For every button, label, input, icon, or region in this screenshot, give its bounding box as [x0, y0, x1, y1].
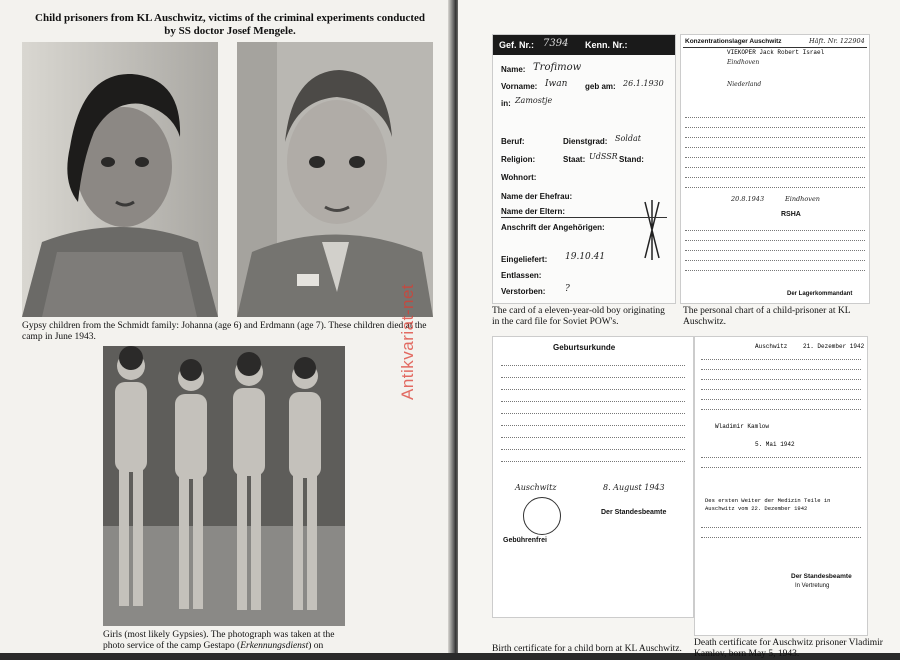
death-cert-date: 21. Dezember 1942: [803, 343, 865, 350]
verstorben-label: Verstorben:: [501, 287, 546, 296]
death-cert-place: Auschwitz: [755, 343, 788, 350]
verstorben-value: ?: [565, 284, 570, 294]
name-value: Trofimow: [533, 62, 582, 73]
photo-boy-erdmann: [237, 42, 433, 317]
geb-label: geb am:: [585, 82, 616, 91]
kenn-nr-label: Kenn. Nr.:: [585, 40, 628, 50]
photo-four-girls: [103, 346, 345, 626]
birth-certificate: [492, 336, 694, 618]
cross-out-mark: [643, 200, 661, 260]
kl-chart-footer: Der Lagerkommandant: [787, 291, 853, 297]
staat-value: UdSSR: [589, 152, 618, 161]
eltern-label: Name der Eltern:: [501, 207, 566, 216]
pow-card: [492, 34, 676, 304]
death-cert-name: Wladimir Kamlow: [715, 423, 770, 430]
birth-cert-town: Auschwitz: [515, 483, 557, 492]
kl-chart-nation: Niederland: [727, 81, 762, 88]
kl-chart-title: Konzentrationslager Auschwitz: [685, 38, 782, 45]
death-certificate: [694, 336, 868, 636]
kl-chart-number: Häft. Nr. 122904: [809, 37, 865, 45]
kl-chart-name: VIEKOPER Jack Robert Israel: [727, 49, 825, 56]
birth-cert-title: Geburtsurkunde: [553, 343, 616, 352]
death-cert-born: 5. Mai 1942: [755, 441, 795, 448]
geb-value: 26.1.1930: [623, 79, 664, 88]
in-label: in:: [501, 99, 511, 108]
page-heading: Child prisoners from KL Auschwitz, victims of the criminal experiments conducted by SS doctor Josef Mengele.: [35, 12, 425, 37]
death-cert-cause: Des ersten Weiter der Medizin Teile in Auschwitz vom 22. Dezember 1942: [705, 497, 831, 512]
left-page: [0, 0, 452, 653]
staat-label: Staat:: [563, 155, 586, 164]
wohnort-label: Wohnort:: [501, 173, 537, 182]
in-value: Zamostje: [515, 96, 553, 105]
eingeliefert-label: Eingeliefert:: [501, 255, 548, 264]
birth-cert-signature-label: Der Standesbeamte: [601, 509, 667, 516]
beruf-label: Beruf:: [501, 137, 525, 146]
anschrift-label: Anschrift der Angehörigen:: [501, 223, 605, 232]
vorname-label: Vorname:: [501, 82, 538, 91]
vorname-value: Iwan: [545, 79, 568, 89]
caption-birth-cert: Birth certificate for a child born at KL Auschwitz.: [492, 644, 682, 654]
birth-cert-date: 8. August 1943: [603, 483, 665, 492]
caption-death-cert: Death certificate for Auschwitz prisoner Vladimir Kamlov, born May 5, 1943.: [694, 638, 883, 659]
caption-four-girls: Girls (most likely Gypsies). The photograph was taken at the photo service of the camp Gestapo (Erkennungsdienst) on: [103, 630, 335, 651]
entlassen-label: Entlassen:: [501, 271, 542, 280]
right-page: [458, 0, 900, 659]
kl-chart-date: 20.8.1943: [731, 195, 765, 203]
death-cert-signature-sub: In Vertretung: [795, 583, 830, 589]
photo-girl-johanna: [22, 42, 218, 317]
eingeliefert-value: 19.10.41: [565, 252, 606, 262]
birth-cert-fee: Gebührenfrei: [503, 537, 547, 544]
watermark-text: Antikvariat-net: [398, 283, 417, 400]
dienstgrad-label: Dienstgrad:: [563, 137, 608, 146]
kl-chart-place2: Eindhoven: [785, 195, 820, 203]
ehefrau-label: Name der Ehefrau:: [501, 192, 573, 201]
kl-chart-place: Eindhoven: [727, 59, 760, 66]
kl-chart-rsha: RSHA: [781, 211, 801, 218]
religion-label: Religion:: [501, 155, 536, 164]
kl-personal-chart: [680, 34, 870, 304]
caption-pow-card: The card of a eleven-year-old boy originating in the card file for Soviet POW's.: [492, 306, 665, 327]
death-cert-signature-label: Der Standesbeamte: [791, 573, 852, 580]
gef-nr-value: 7394: [543, 38, 569, 49]
stand-label: Stand:: [619, 155, 644, 164]
caption-schmidt-children: Gypsy children from the Schmidt family: Johanna (age 6) and Erdmann (age 7). These children died at the camp in June 1943.: [22, 321, 427, 342]
birth-cert-stamp: [523, 497, 561, 535]
caption-kl-chart: The personal chart of a child-prisoner at KL Auschwitz.: [683, 306, 851, 327]
name-label: Name:: [501, 65, 526, 74]
dienstgrad-value: Soldat: [615, 134, 641, 143]
gef-nr-label: Gef. Nr.:: [499, 40, 535, 50]
